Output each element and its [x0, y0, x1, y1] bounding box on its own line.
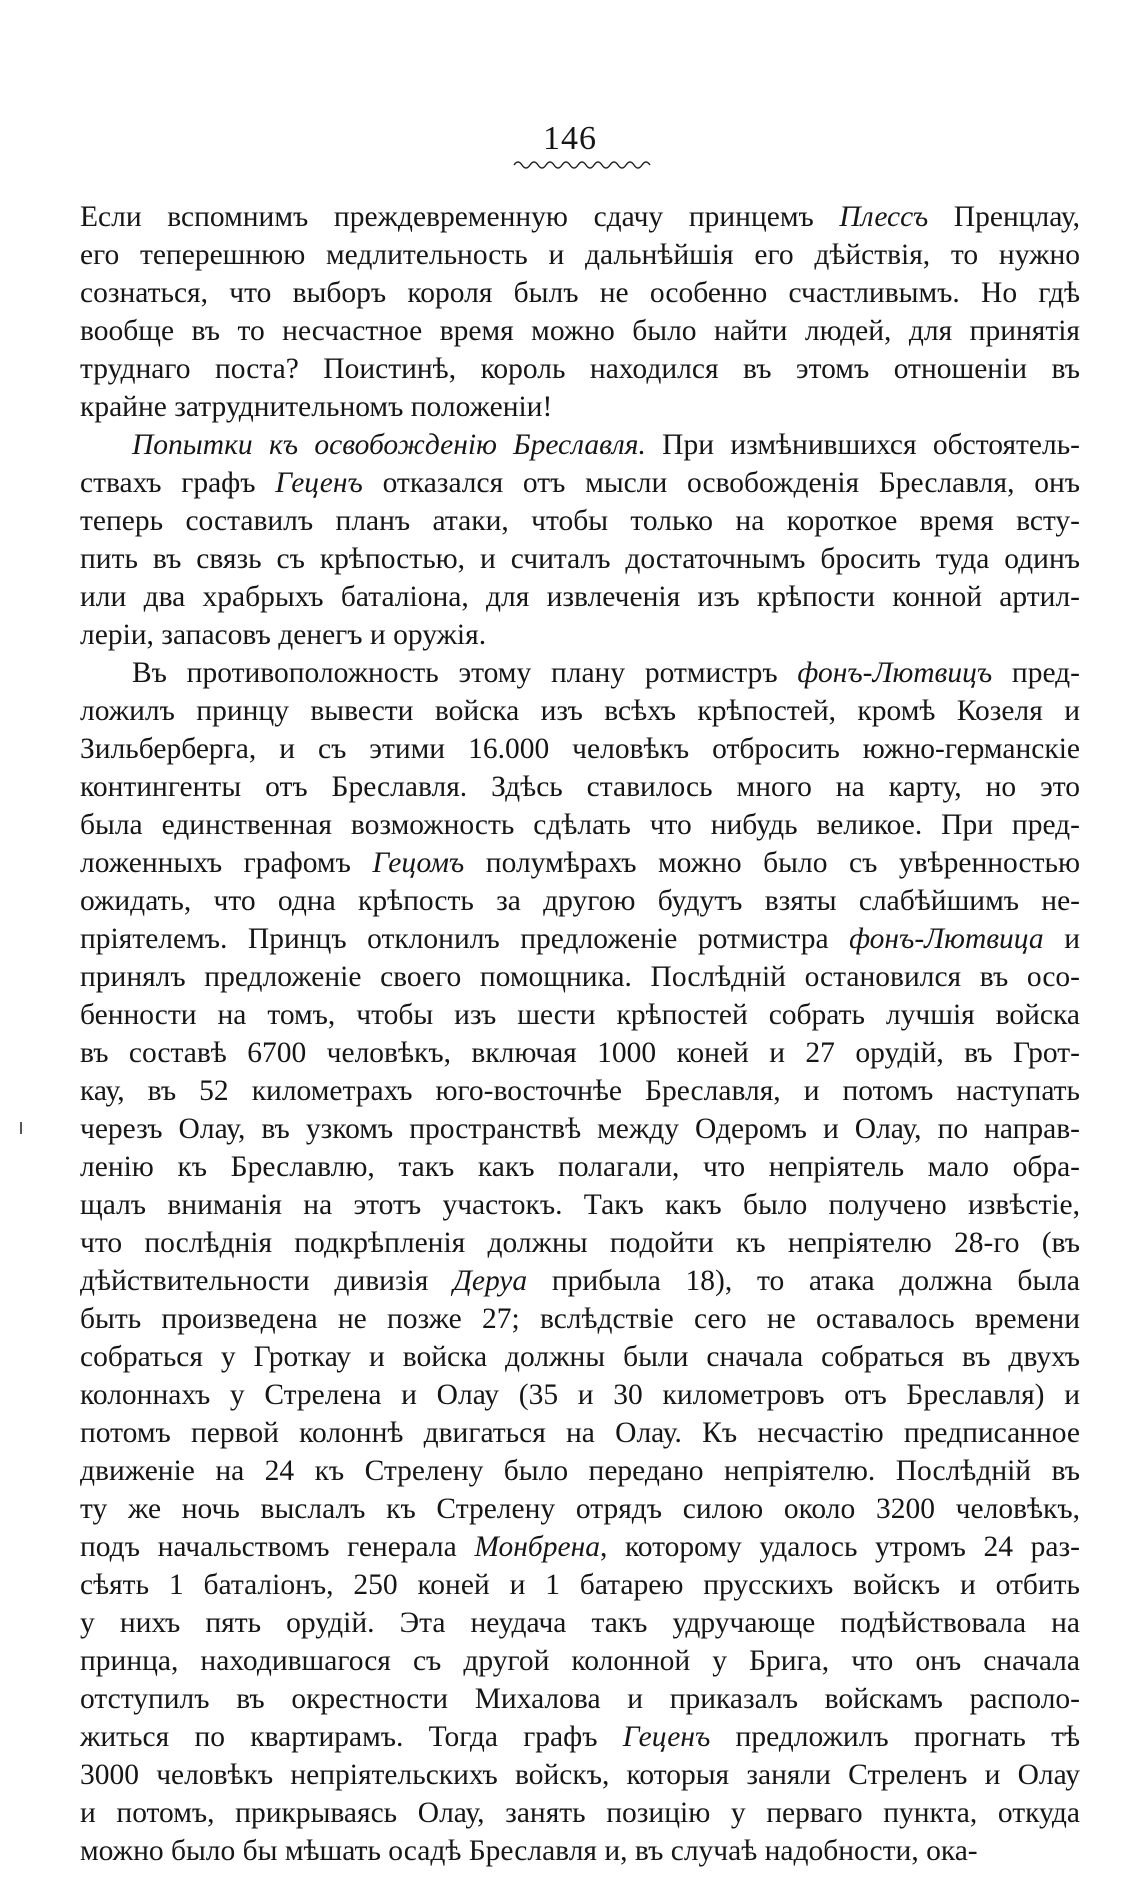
text-line — [80, 1566, 1080, 1604]
italic-name: Монбрена — [474, 1531, 600, 1563]
margin-mark — [20, 1122, 22, 1134]
text-segment: полумѣрахъ можно было съ увѣренностью — [464, 847, 1080, 879]
text-line — [80, 654, 1080, 692]
text-segment: потомъ первой колоннѣ двигаться на Олау. Къ несчастію предписанное — [80, 1417, 1080, 1449]
text-segment: что послѣднія подкрѣпленія должны подойти къ непріятелю 28-го (въ — [80, 1227, 1080, 1259]
text-segment: вообще въ то несчастное время можно было найти людей, для принятія — [80, 315, 1080, 347]
text-segment: пред- — [992, 657, 1080, 689]
text-line — [80, 1034, 1080, 1072]
italic-name: Попытки къ освобожденію Бреславля. — [132, 429, 646, 461]
text-line — [80, 1376, 1080, 1414]
text-line — [80, 578, 1080, 616]
text-line — [80, 844, 1080, 882]
text-segment: колоннахъ у Стрелена и Олау (35 и 30 километровъ отъ Бреславля) и — [80, 1379, 1080, 1411]
text-segment: Зильберберга, и съ этими 16.000 человѣкъ отбросить южно-германскіе — [80, 733, 1080, 765]
body-text — [80, 198, 1080, 1870]
text-line — [80, 882, 1080, 920]
text-segment: Если вспомнимъ преждевременную сдачу принцемъ — [80, 201, 840, 233]
text-line — [80, 768, 1080, 806]
italic-name: фонъ-Лютвица — [849, 923, 1044, 955]
text-segment: принца, находившагося съ другой колонной у Брига, что онъ сначала — [80, 1645, 1080, 1677]
text-segment: 3000 человѣкъ непріятельскихъ войскъ, которыя заняли Стреленъ и Олау — [80, 1759, 1080, 1791]
italic-name: Гецомъ — [372, 847, 465, 879]
italic-name: фонъ-Лютвицъ — [797, 657, 993, 689]
text-segment: ложенныхъ графомъ — [80, 847, 373, 879]
text-line — [80, 1642, 1080, 1680]
text-line — [80, 198, 1080, 236]
text-segment: щалъ вниманія на этотъ участокъ. Такъ какъ было получено извѣстіе, — [80, 1189, 1080, 1221]
text-line — [80, 1490, 1080, 1528]
text-segment: кау, въ 52 километрахъ юго-восточнѣе Бреславля, и потомъ наступать — [80, 1075, 1080, 1107]
italic-name: Геценъ — [622, 1721, 711, 1753]
text-segment: и потомъ, прикрываясь Олау, занять позицію у перваго пункта, откуда — [80, 1797, 1080, 1829]
text-line — [80, 958, 1080, 996]
text-segment: пить въ связь съ крѣпостью, и считалъ достаточнымъ бросить туда одинъ — [80, 543, 1080, 575]
text-segment: была единственная возможность сдѣлать что нибудь великое. При пред- — [80, 809, 1080, 841]
text-line — [80, 730, 1080, 768]
text-line — [80, 312, 1080, 350]
text-segment: сознаться, что выборъ короля былъ не особенно счастливымъ. Но гдѣ — [80, 277, 1080, 309]
text-line — [80, 236, 1080, 274]
text-segment: его теперешнюю медлительность и дальнѣйшія его дѣйствія, то нужно — [80, 239, 1080, 271]
text-line — [80, 996, 1080, 1034]
text-segment: быть произведена не позже 27; вслѣдствіе сего не оставалось времени — [80, 1303, 1080, 1335]
text-line — [80, 1604, 1080, 1642]
text-line — [80, 1718, 1080, 1756]
text-segment: теперь составилъ планъ атаки, чтобы только на короткое время всту- — [80, 505, 1080, 537]
text-segment: , которому удалось утромъ 24 раз- — [599, 1531, 1080, 1563]
text-line — [80, 616, 1080, 654]
text-segment: подъ начальствомъ генерала — [80, 1531, 475, 1563]
text-line — [80, 426, 1080, 464]
text-line — [80, 1338, 1080, 1376]
text-segment: ожидать, что одна крѣпость за другою будутъ взяты слабѣйшимъ не- — [80, 885, 1080, 917]
text-segment: сѣять 1 баталіонъ, 250 коней и 1 батарею прусскихъ войскъ и отбить — [80, 1569, 1080, 1601]
text-line — [80, 388, 1080, 426]
text-segment: При измѣнившихся обстоятель- — [645, 429, 1080, 461]
text-segment: можно было бы мѣшать осадѣ Бреславля и, въ случаѣ надобности, ока- — [80, 1835, 978, 1867]
text-segment: движеніе на 24 къ Стрелену было передано непріятелю. Послѣдній въ — [80, 1455, 1080, 1487]
wavy-rule-ornament — [512, 158, 652, 172]
text-line — [80, 1262, 1080, 1300]
text-segment: Въ противоположность этому плану ротмистръ — [132, 657, 798, 689]
text-segment: крайне затруднительномъ положеніи! — [80, 391, 553, 423]
text-line — [80, 1452, 1080, 1490]
text-line — [80, 350, 1080, 388]
text-segment: ленію къ Бреславлю, такъ какъ полагали, что непріятель мало обра- — [80, 1151, 1080, 1183]
text-line — [80, 1072, 1080, 1110]
text-segment: и — [1043, 923, 1080, 955]
text-line — [80, 692, 1080, 730]
text-segment: леріи, запасовъ денегъ и оружія. — [80, 619, 487, 651]
text-line — [80, 1832, 1080, 1870]
text-segment: ствахъ графъ — [80, 467, 276, 499]
text-segment: у нихъ пять орудій. Эта неудача такъ удручающе подѣйствовала на — [80, 1607, 1080, 1639]
text-segment: ложилъ принцу вывести войска изъ всѣхъ крѣпостей, кромѣ Козеля и — [80, 695, 1080, 727]
text-line — [80, 1186, 1080, 1224]
text-segment: пріятелемъ. Принцъ отклонилъ предложеніе ротмистра — [80, 923, 850, 955]
text-segment: дѣйствительности дивизія — [80, 1265, 454, 1297]
text-segment: бенности на томъ, чтобы изъ шести крѣпостей собрать лучшія войска — [80, 999, 1080, 1031]
text-segment: или два храбрыхъ баталіона, для извлеченія изъ крѣпости конной артил- — [80, 581, 1080, 613]
text-segment: черезъ Олау, въ узкомъ пространствѣ между Одеромъ и Олау, по направ- — [80, 1113, 1080, 1145]
italic-name: Плессъ — [839, 201, 929, 233]
text-segment: ту же ночь выслалъ къ Стрелену отрядъ силою около 3200 человѣкъ, — [80, 1493, 1080, 1525]
text-segment: житься по квартирамъ. Тогда графъ — [80, 1721, 623, 1753]
text-segment: собраться у Гроткау и войска должны были сначала собраться въ двухъ — [80, 1341, 1080, 1373]
text-line — [80, 1110, 1080, 1148]
text-line — [80, 274, 1080, 312]
text-line — [80, 1794, 1080, 1832]
page-number: 146 — [543, 120, 597, 157]
text-line — [80, 1528, 1080, 1566]
text-line — [80, 464, 1080, 502]
text-segment: отступилъ въ окрестности Михалова и приказалъ войскамъ располо- — [80, 1683, 1080, 1715]
text-segment: труднаго поста? Поистинѣ, король находился въ этомъ отношеніи въ — [80, 353, 1080, 385]
text-segment: въ составѣ 6700 человѣкъ, включая 1000 коней и 27 орудій, въ Грот- — [80, 1037, 1080, 1069]
text-segment: принялъ предложеніе своего помощника. Послѣдній остановился въ осо- — [80, 961, 1080, 993]
text-segment: отказался отъ мысли освобожденія Бреславля, онъ — [362, 467, 1081, 499]
text-line — [80, 540, 1080, 578]
text-line — [80, 920, 1080, 958]
text-line — [80, 806, 1080, 844]
italic-name: Деруа — [453, 1265, 528, 1297]
text-line — [80, 1756, 1080, 1794]
text-line — [80, 1224, 1080, 1262]
text-segment: Пренцлау, — [928, 201, 1081, 233]
text-segment: прибыла 18), то атака должна была — [527, 1265, 1080, 1297]
text-segment: контингенты отъ Бреславля. Здѣсь ставилось много на карту, но это — [80, 771, 1080, 803]
text-line — [80, 502, 1080, 540]
text-line — [80, 1414, 1080, 1452]
text-segment: предложилъ прогнать тѣ — [710, 1721, 1080, 1753]
text-line — [80, 1300, 1080, 1338]
text-line — [80, 1680, 1080, 1718]
italic-name: Геценъ — [275, 467, 363, 499]
text-line — [80, 1148, 1080, 1186]
